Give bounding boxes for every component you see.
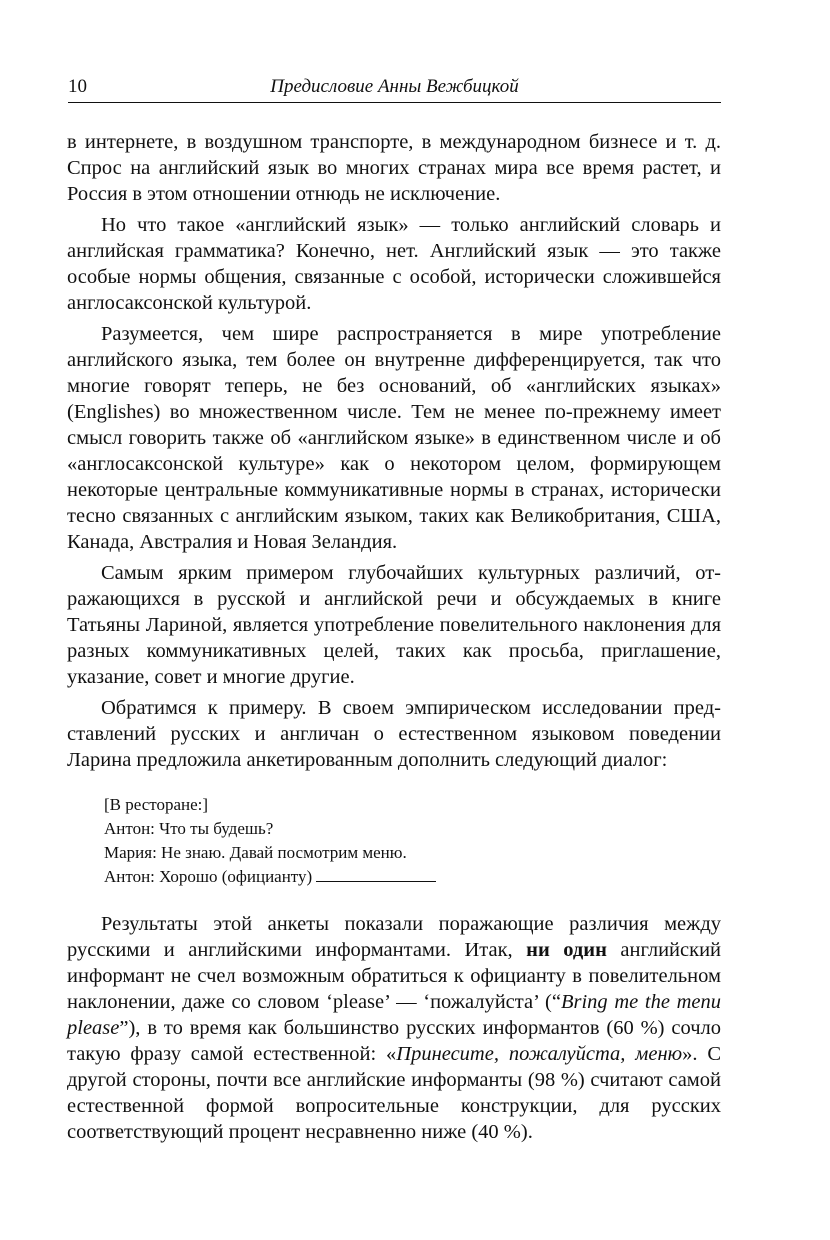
- page-number: 10: [68, 76, 87, 97]
- dialog-example: [104, 793, 721, 889]
- running-head: [68, 76, 721, 103]
- results-text-2: английский информант не счел возможным обратиться к официанту в повелительном наклонении, даже со словом ‘please’ — ‘пожалуйста’ (“: [67, 939, 722, 1013]
- paragraph-english-language-norms: Но что такое «английский язык» — только английский словарь и английская грамматика? Конечно, нет. Английский язык — это также особые нормы общения, связанные с особой, исторически сложившейся англосаксонской культурой.: [67, 214, 721, 314]
- results-italic-russian-phrase: Принесите, пожалуйста, меню: [396, 1043, 683, 1065]
- results-text-1: Результаты этой анкеты показали поражающие различия между русскими и английскими информантами. Итак,: [67, 913, 721, 961]
- fill-in-blank: [316, 867, 436, 882]
- results-italic-english-phrase: Bring me the menu please: [67, 991, 722, 1039]
- body-text: [67, 129, 721, 1145]
- running-title: Предисловие Анны Вежбицкой: [270, 76, 519, 97]
- dialog-line-anton-waiter: [104, 865, 721, 889]
- dialog-line-anton-question: Антон: Что ты будешь?: [104, 819, 274, 838]
- dialog-line-anton-waiter-text: Антон: Хорошо (официанту): [104, 867, 313, 886]
- paragraph-imperative-mood: Самым ярким примером глубочайших культурных различий, отражающихся в русской и английской речи и обсуждаемых в книге Татьяны Лариной, является употребление повелительного наклонения для разных коммуникативных целей, таких как просьба, приглашение, указание, совет и многие другие.: [67, 562, 721, 688]
- results-bold-emphasis: ни один: [526, 939, 607, 961]
- paragraph-continuation: в интернете, в воздушном транспорте, в международном бизнесе и т. д. Спрос на английский язык во многих странах мира все время растет, и Россия в этом отношении отнюдь не исключение.: [67, 131, 721, 205]
- results-text-3: ”), в то время как большинство русских информантов (60 %) сочло такую фразу самой естественной: «: [67, 1017, 721, 1065]
- paragraph-englishes: Разумеется, чем шире распространяется в мире употребление английского языка, тем более он внутренне дифференцируется, так что многие говорят теперь, не без оснований, об «английских языках» (Englishes) во множественном числе. Тем не менее по-прежнему имеет смысл говорить также об «английском языке» в единственном числе и об «англосаксонской культуре» как о некотором целом, формирующем некоторые центральные коммуникативные нормы в странах, исторически тесно связанных с английским языком, таких как Великобритания, США, Канада, Австралия и Новая Зеландия.: [67, 323, 721, 553]
- dialog-line-setting: [В ресторане:]: [104, 795, 209, 814]
- paragraph-example-intro: Обратимся к примеру. В своем эмпирическом исследовании представлений русских и англичан о естественном языковом поведении Ларина предложила анкетированным дополнить следующий диалог:: [67, 697, 721, 771]
- results-text-4: ». С другой стороны, почти все английские информанты (98 %) считают самой естественной формой вопросительные конструкции, для русских соответствующий процент несравненно ниже (40 %).: [67, 1043, 721, 1143]
- dialog-line-maria-answer: Мария: Не знаю. Давай посмотрим меню.: [104, 843, 407, 862]
- paragraph-survey-results: [67, 911, 721, 1145]
